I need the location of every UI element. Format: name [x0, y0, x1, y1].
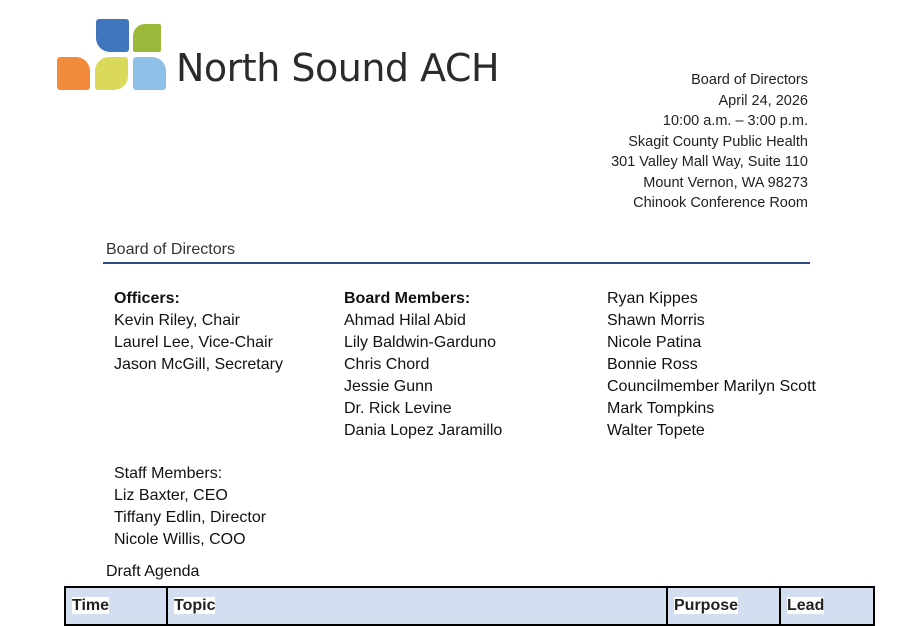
board-member-name: Mark Tompkins	[607, 400, 715, 417]
board-member-name: Ryan Kippes	[607, 290, 698, 307]
meeting-info	[611, 70, 808, 214]
board-members-list-continued	[607, 288, 816, 442]
meeting-date: April 24, 2026	[718, 92, 808, 109]
board-member-name: Shawn Morris	[607, 312, 705, 329]
logo-blue-square	[96, 19, 129, 52]
board-members-list	[344, 288, 502, 442]
board-member-name: Jessie Gunn	[344, 378, 433, 395]
staff-members-list	[114, 463, 266, 551]
staff-heading: Staff Members:	[114, 465, 223, 482]
meeting-venue: Skagit County Public Health	[628, 133, 808, 150]
meeting-body: Board of Directors	[691, 72, 808, 88]
north-sound-ach-logo	[57, 19, 517, 93]
staff-name: Tiffany Edlin, Director	[114, 509, 267, 526]
officer-name: Laurel Lee, Vice-Chair	[114, 334, 273, 351]
staff-name: Liz Baxter, CEO	[114, 487, 228, 504]
officers-heading: Officers:	[114, 290, 180, 307]
meeting-street: 301 Valley Mall Way, Suite 110	[611, 154, 808, 170]
logo-yellow-square	[95, 57, 128, 90]
board-member-name: Ahmad Hilal Abid	[344, 312, 466, 329]
officer-name: Jason McGill, Secretary	[114, 356, 283, 373]
logo-wordmark: North Sound ACH	[176, 46, 500, 90]
board-member-name: Lily Baldwin-Garduno	[344, 334, 497, 351]
officers-list	[114, 288, 283, 376]
logo-green-square	[133, 24, 161, 52]
agenda-header-purpose: Purpose	[667, 587, 780, 625]
section-title: Board of Directors	[106, 241, 235, 258]
section-divider	[103, 262, 810, 264]
board-member-name: Bonnie Ross	[607, 356, 698, 373]
meeting-city: Mount Vernon, WA 98273	[643, 174, 808, 191]
board-member-name: Councilmember Marilyn Scott	[607, 378, 816, 395]
officer-name: Kevin Riley, Chair	[114, 312, 240, 329]
agenda-label: Draft Agenda	[106, 563, 200, 580]
board-member-name: Dr. Rick Levine	[344, 400, 452, 417]
logo-orange-square	[57, 57, 90, 90]
board-members-heading: Board Members:	[344, 290, 471, 307]
agenda-header-time: Time	[65, 587, 167, 625]
agenda-header-lead: Lead	[780, 587, 874, 625]
agenda-header-row	[65, 587, 874, 625]
agenda-table	[64, 586, 875, 626]
board-member-name: Nicole Patina	[607, 334, 702, 351]
logo-lightblue-square	[133, 57, 166, 90]
staff-name: Nicole Willis, COO	[114, 531, 246, 548]
meeting-room: Chinook Conference Room	[633, 195, 808, 211]
agenda-header-topic: Topic	[167, 587, 667, 625]
meeting-time: 10:00 a.m. – 3:00 p.m.	[662, 113, 808, 129]
board-member-name: Dania Lopez Jaramillo	[344, 422, 503, 439]
board-member-name: Walter Topete	[607, 422, 705, 439]
board-member-name: Chris Chord	[344, 356, 430, 373]
